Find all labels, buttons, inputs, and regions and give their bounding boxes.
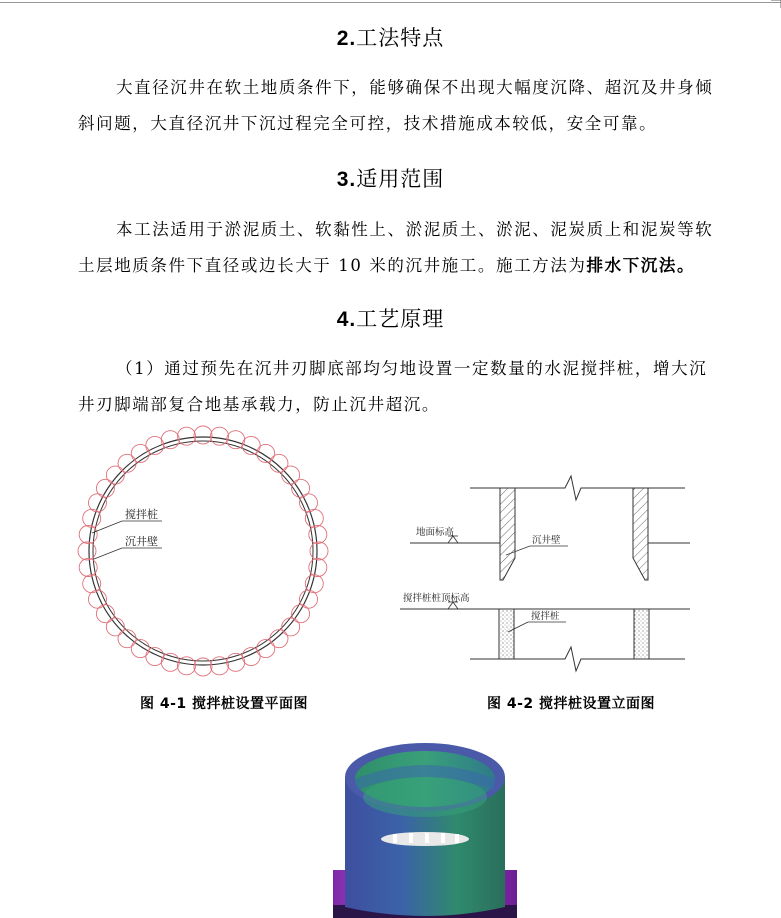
text-line: 本工法适用于淤泥质土、软黏性上、淤泥质土、淤泥、泥炭质上和泥炭等软 bbox=[116, 220, 714, 239]
page-corner-mark bbox=[771, 0, 781, 8]
leader-line-wall bbox=[94, 548, 122, 559]
label-ground-elevation: 地面标高 bbox=[416, 527, 455, 538]
mixing-pile bbox=[282, 466, 300, 484]
caisson-inner-shadow bbox=[363, 777, 487, 817]
paragraph-scope bbox=[78, 212, 712, 284]
label-pile-top-elevation: 搅拌桩桩顶标高 bbox=[403, 593, 470, 604]
text-line: （1）通过预先在沉井刃脚底部均匀地设置一定数量的水泥搅拌桩，增大沉 bbox=[116, 359, 708, 378]
inner-slot bbox=[393, 834, 397, 843]
text-line: 土层地质条件下直径或边长大于 10 米的沉井施工。施工方法为 bbox=[78, 256, 587, 275]
paragraph-principle bbox=[78, 351, 712, 423]
mixing-pile bbox=[270, 454, 288, 472]
heading-principle bbox=[0, 303, 781, 333]
heading-scope bbox=[0, 163, 781, 193]
heading-number: 2. bbox=[336, 27, 357, 50]
mixing-pile bbox=[118, 630, 136, 648]
mixing-pile bbox=[106, 466, 124, 484]
caisson-wall-left bbox=[500, 488, 515, 580]
mixing-pile bbox=[118, 454, 136, 472]
mixing-pile bbox=[131, 640, 149, 658]
text-line: 大直径沉井在软土地质条件下，能够确保不出现大幅度沉降、超沉及井身倾 bbox=[116, 78, 714, 97]
mixing-pile-ring bbox=[78, 426, 328, 676]
heading-title: 工法特点 bbox=[356, 26, 445, 50]
label-caisson-wall: 沉井壁 bbox=[125, 535, 158, 548]
heading-number: 4. bbox=[336, 308, 357, 331]
heading-title: 适用范围 bbox=[356, 167, 445, 191]
mixing-pile bbox=[292, 479, 310, 497]
heading-number: 3. bbox=[336, 168, 357, 191]
text-line: 井刃脚端部复合地基承载力，防止沉井超沉。 bbox=[78, 395, 440, 414]
mixing-pile bbox=[257, 444, 275, 462]
mixing-pile bbox=[292, 605, 310, 623]
caisson-3d-render bbox=[325, 735, 525, 918]
page-top-border bbox=[0, 2, 781, 3]
mixing-pile-right bbox=[634, 609, 649, 659]
inner-slot bbox=[455, 834, 459, 843]
emphasis-text: 排水下沉法。 bbox=[586, 256, 696, 275]
caisson-inner-wall bbox=[93, 441, 313, 661]
mixing-pile bbox=[131, 444, 149, 462]
heading-method-features bbox=[0, 22, 781, 52]
label-caisson-wall: 沉井壁 bbox=[532, 535, 561, 546]
mixing-pile bbox=[282, 618, 300, 636]
inner-slot bbox=[409, 833, 413, 843]
paragraph-method-features bbox=[78, 70, 712, 142]
mixing-pile bbox=[270, 630, 288, 648]
mixing-pile bbox=[257, 640, 275, 658]
heading-title: 工艺原理 bbox=[356, 307, 445, 331]
mixing-pile bbox=[106, 618, 124, 636]
caption-figure-4-1: 图 4-1 搅拌桩设置平面图 bbox=[140, 696, 309, 712]
caisson-wall-right bbox=[633, 488, 648, 580]
figure-elevation-view bbox=[390, 470, 700, 675]
inner-slot bbox=[441, 833, 445, 843]
label-mixing-pile: 搅拌桩 bbox=[125, 508, 158, 521]
text-line: 斜问题，大直径沉井下沉过程完全可控，技术措施成本较低，安全可靠。 bbox=[78, 114, 658, 133]
mixing-pile bbox=[96, 479, 114, 497]
inner-slot bbox=[425, 833, 429, 843]
mixing-pile bbox=[96, 605, 114, 623]
figure-plan-view bbox=[70, 425, 340, 685]
mixing-pile-left bbox=[499, 609, 514, 659]
caption-figure-4-2: 图 4-2 搅拌桩设置立面图 bbox=[487, 696, 656, 712]
label-mixing-pile: 搅拌桩 bbox=[531, 611, 560, 622]
